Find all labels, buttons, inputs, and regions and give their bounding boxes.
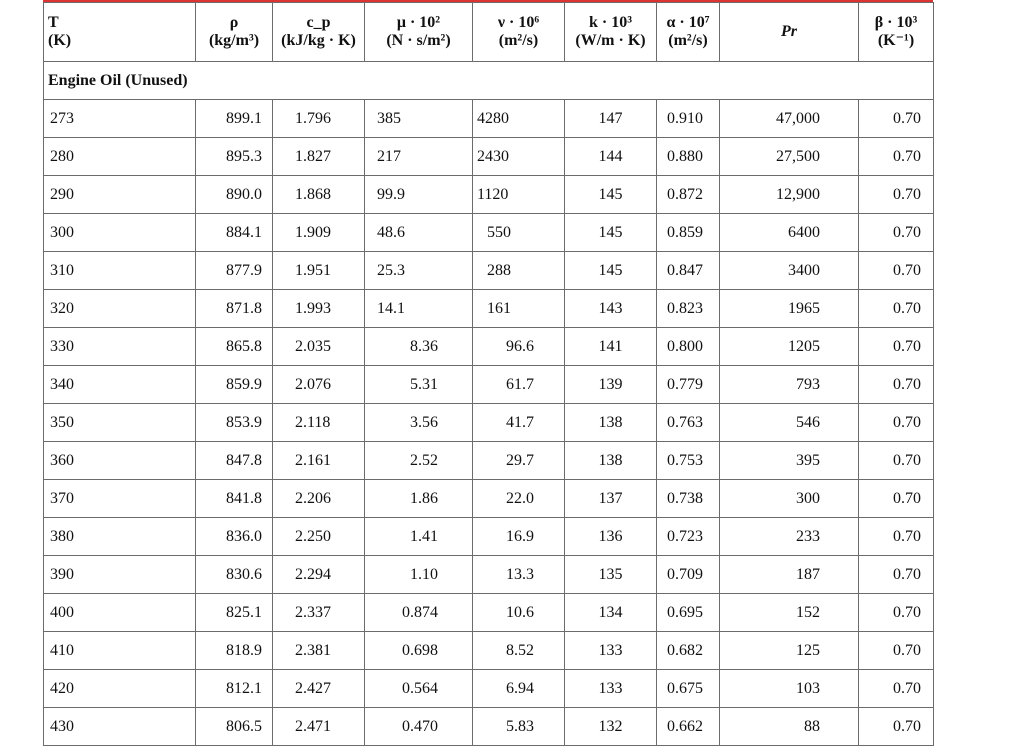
table-cell: 430 bbox=[44, 708, 196, 746]
table-cell: 0.70 bbox=[859, 214, 934, 252]
header-row bbox=[44, 3, 934, 62]
section-title: Engine Oil (Unused) bbox=[44, 62, 934, 100]
table-cell: 99.9 bbox=[365, 176, 473, 214]
table-row bbox=[44, 214, 934, 252]
table-cell: 25.3 bbox=[365, 252, 473, 290]
table-cell: 6.94 bbox=[473, 670, 565, 708]
table-cell: 865.8 bbox=[196, 328, 273, 366]
table-cell: 133 bbox=[565, 632, 657, 670]
table-cell: 847.8 bbox=[196, 442, 273, 480]
table-cell: 546 bbox=[720, 404, 859, 442]
table-cell: 132 bbox=[565, 708, 657, 746]
table-row bbox=[44, 404, 934, 442]
table-cell: 0.70 bbox=[859, 518, 934, 556]
table-cell: 8.36 bbox=[365, 328, 473, 366]
col-header-rho bbox=[196, 3, 273, 62]
table-cell: 2.118 bbox=[273, 404, 365, 442]
table-cell: 0.70 bbox=[859, 708, 934, 746]
col-header-unit: (K⁻¹) bbox=[877, 32, 915, 49]
table-cell: 0.682 bbox=[657, 632, 720, 670]
table-cell: 1.951 bbox=[273, 252, 365, 290]
table-cell: 2.427 bbox=[273, 670, 365, 708]
table-cell: 13.3 bbox=[473, 556, 565, 594]
table-row bbox=[44, 366, 934, 404]
table-cell: 871.8 bbox=[196, 290, 273, 328]
table-cell: 2.337 bbox=[273, 594, 365, 632]
table-cell: 217 bbox=[365, 138, 473, 176]
col-header-unit: (m²/s) bbox=[498, 32, 539, 49]
col-header-pr bbox=[720, 3, 859, 62]
table-cell: 137 bbox=[565, 480, 657, 518]
col-header-symbol: Pr bbox=[781, 22, 797, 40]
table-cell: 290 bbox=[44, 176, 196, 214]
table-cell: 27,500 bbox=[720, 138, 859, 176]
table-cell: 0.823 bbox=[657, 290, 720, 328]
table-cell: 147 bbox=[565, 100, 657, 138]
table-cell: 0.470 bbox=[365, 708, 473, 746]
table-cell: 0.70 bbox=[859, 480, 934, 518]
table-cell: 1.909 bbox=[273, 214, 365, 252]
table-cell: 895.3 bbox=[196, 138, 273, 176]
table-cell: 144 bbox=[565, 138, 657, 176]
table-cell: 187 bbox=[720, 556, 859, 594]
table-cell: 0.70 bbox=[859, 176, 934, 214]
table-cell: 2.250 bbox=[273, 518, 365, 556]
table-cell: 48.6 bbox=[365, 214, 473, 252]
table-cell: 0.698 bbox=[365, 632, 473, 670]
table-cell: 0.847 bbox=[657, 252, 720, 290]
table-row bbox=[44, 290, 934, 328]
table-cell: 0.779 bbox=[657, 366, 720, 404]
table-cell: 0.695 bbox=[657, 594, 720, 632]
col-header-unit: (K) bbox=[48, 32, 72, 49]
table-cell: 145 bbox=[565, 176, 657, 214]
col-header-alpha bbox=[657, 3, 720, 62]
table-cell: 4280 bbox=[473, 100, 565, 138]
table-row bbox=[44, 518, 934, 556]
table-cell: 899.1 bbox=[196, 100, 273, 138]
table-cell: 1.868 bbox=[273, 176, 365, 214]
table-cell: 14.1 bbox=[365, 290, 473, 328]
table-cell: 2.52 bbox=[365, 442, 473, 480]
table-cell: 1120 bbox=[473, 176, 565, 214]
table-cell: 825.1 bbox=[196, 594, 273, 632]
table-cell: 1.86 bbox=[365, 480, 473, 518]
table-cell: 8.52 bbox=[473, 632, 565, 670]
table-cell: 0.70 bbox=[859, 138, 934, 176]
table-cell: 390 bbox=[44, 556, 196, 594]
table-row bbox=[44, 176, 934, 214]
col-header-symbol: α · 10⁷ bbox=[666, 13, 710, 31]
col-header-symbol: ρ bbox=[229, 13, 239, 31]
table-cell: 47,000 bbox=[720, 100, 859, 138]
table-cell: 125 bbox=[720, 632, 859, 670]
table-cell: 29.7 bbox=[473, 442, 565, 480]
table-cell: 152 bbox=[720, 594, 859, 632]
table-cell: 2.161 bbox=[273, 442, 365, 480]
table-cell: 134 bbox=[565, 594, 657, 632]
table-cell: 0.910 bbox=[657, 100, 720, 138]
table-cell: 310 bbox=[44, 252, 196, 290]
table-cell: 0.675 bbox=[657, 670, 720, 708]
table-cell: 410 bbox=[44, 632, 196, 670]
table-cell: 793 bbox=[720, 366, 859, 404]
table-cell: 812.1 bbox=[196, 670, 273, 708]
table-cell: 103 bbox=[720, 670, 859, 708]
table-cell: 2.294 bbox=[273, 556, 365, 594]
table-cell: 300 bbox=[44, 214, 196, 252]
col-header-unit: (N · s/m²) bbox=[386, 32, 451, 49]
table-row bbox=[44, 594, 934, 632]
table-cell: 1965 bbox=[720, 290, 859, 328]
col-header-t bbox=[44, 3, 196, 62]
table-cell: 2.381 bbox=[273, 632, 365, 670]
section-row bbox=[44, 62, 934, 100]
table-cell: 2.035 bbox=[273, 328, 365, 366]
col-header-symbol: β · 10³ bbox=[874, 13, 918, 31]
col-header-unit: (kJ/kg · K) bbox=[281, 32, 356, 49]
table-cell: 0.70 bbox=[859, 556, 934, 594]
table-cell: 330 bbox=[44, 328, 196, 366]
table-row bbox=[44, 442, 934, 480]
table-cell: 395 bbox=[720, 442, 859, 480]
table-cell: 360 bbox=[44, 442, 196, 480]
table-cell: 2430 bbox=[473, 138, 565, 176]
table-cell: 141 bbox=[565, 328, 657, 366]
table-cell: 0.70 bbox=[859, 290, 934, 328]
table-cell: 877.9 bbox=[196, 252, 273, 290]
table-cell: 138 bbox=[565, 404, 657, 442]
table-cell: 1.993 bbox=[273, 290, 365, 328]
table-cell: 0.872 bbox=[657, 176, 720, 214]
col-header-unit: (m²/s) bbox=[668, 32, 708, 49]
table-cell: 0.70 bbox=[859, 366, 934, 404]
table-cell: 161 bbox=[473, 290, 565, 328]
table-cell: 133 bbox=[565, 670, 657, 708]
table-cell: 135 bbox=[565, 556, 657, 594]
table-cell: 1.10 bbox=[365, 556, 473, 594]
table-cell: 273 bbox=[44, 100, 196, 138]
table-cell: 136 bbox=[565, 518, 657, 556]
table-cell: 884.1 bbox=[196, 214, 273, 252]
table-cell: 0.859 bbox=[657, 214, 720, 252]
table-cell: 0.662 bbox=[657, 708, 720, 746]
table-cell: 145 bbox=[565, 214, 657, 252]
col-header-symbol: k · 10³ bbox=[588, 13, 633, 31]
table-cell: 300 bbox=[720, 480, 859, 518]
table-cell: 0.70 bbox=[859, 328, 934, 366]
table-cell: 10.6 bbox=[473, 594, 565, 632]
table-cell: 818.9 bbox=[196, 632, 273, 670]
table-cell: 0.723 bbox=[657, 518, 720, 556]
table-cell: 340 bbox=[44, 366, 196, 404]
table-cell: 320 bbox=[44, 290, 196, 328]
table-cell: 1.827 bbox=[273, 138, 365, 176]
table-cell: 16.9 bbox=[473, 518, 565, 556]
table-cell: 0.753 bbox=[657, 442, 720, 480]
table-cell: 0.709 bbox=[657, 556, 720, 594]
col-header-beta bbox=[859, 3, 934, 62]
table-cell: 138 bbox=[565, 442, 657, 480]
table-cell: 288 bbox=[473, 252, 565, 290]
table-cell: 890.0 bbox=[196, 176, 273, 214]
table-cell: 1.796 bbox=[273, 100, 365, 138]
table-row bbox=[44, 100, 934, 138]
table-cell: 853.9 bbox=[196, 404, 273, 442]
table-cell: 5.31 bbox=[365, 366, 473, 404]
table-row bbox=[44, 480, 934, 518]
table-cell: 0.70 bbox=[859, 632, 934, 670]
col-header-cp bbox=[273, 3, 365, 62]
table-cell: 41.7 bbox=[473, 404, 565, 442]
table-cell: 830.6 bbox=[196, 556, 273, 594]
col-header-mu bbox=[365, 3, 473, 62]
col-header-nu bbox=[473, 3, 565, 62]
table-cell: 88 bbox=[720, 708, 859, 746]
table-cell: 0.70 bbox=[859, 100, 934, 138]
table-cell: 2.076 bbox=[273, 366, 365, 404]
col-header-unit: (kg/m³) bbox=[208, 32, 260, 49]
table-cell: 550 bbox=[473, 214, 565, 252]
table-cell: 139 bbox=[565, 366, 657, 404]
table-cell: 0.800 bbox=[657, 328, 720, 366]
table-cell: 61.7 bbox=[473, 366, 565, 404]
table-cell: 420 bbox=[44, 670, 196, 708]
table-cell: 385 bbox=[365, 100, 473, 138]
table-cell: 859.9 bbox=[196, 366, 273, 404]
table-cell: 0.738 bbox=[657, 480, 720, 518]
table-cell: 400 bbox=[44, 594, 196, 632]
col-header-symbol: μ · 10² bbox=[396, 13, 441, 31]
table-cell: 380 bbox=[44, 518, 196, 556]
table-cell: 1205 bbox=[720, 328, 859, 366]
table-row bbox=[44, 670, 934, 708]
table-cell: 6400 bbox=[720, 214, 859, 252]
table-cell: 370 bbox=[44, 480, 196, 518]
table-cell: 841.8 bbox=[196, 480, 273, 518]
table-row bbox=[44, 556, 934, 594]
table-cell: 233 bbox=[720, 518, 859, 556]
table-cell: 1.41 bbox=[365, 518, 473, 556]
table-cell: 0.880 bbox=[657, 138, 720, 176]
table-cell: 0.763 bbox=[657, 404, 720, 442]
table-row bbox=[44, 328, 934, 366]
table-cell: 0.70 bbox=[859, 252, 934, 290]
table-cell: 145 bbox=[565, 252, 657, 290]
table-cell: 350 bbox=[44, 404, 196, 442]
table-cell: 3.56 bbox=[365, 404, 473, 442]
col-header-unit: (W/m · K) bbox=[575, 32, 646, 49]
table-row bbox=[44, 138, 934, 176]
table-cell: 836.0 bbox=[196, 518, 273, 556]
col-header-symbol: ν · 10⁶ bbox=[497, 13, 540, 31]
table-row bbox=[44, 708, 934, 746]
col-header-symbol: c_p bbox=[306, 13, 331, 31]
table-cell: 806.5 bbox=[196, 708, 273, 746]
table-row bbox=[44, 632, 934, 670]
table-cell: 3400 bbox=[720, 252, 859, 290]
table-cell: 2.206 bbox=[273, 480, 365, 518]
table-cell: 0.70 bbox=[859, 670, 934, 708]
table-cell: 280 bbox=[44, 138, 196, 176]
table-cell: 0.70 bbox=[859, 442, 934, 480]
table-cell: 0.874 bbox=[365, 594, 473, 632]
table-cell: 0.564 bbox=[365, 670, 473, 708]
table-cell: 143 bbox=[565, 290, 657, 328]
table-cell: 22.0 bbox=[473, 480, 565, 518]
properties-table bbox=[43, 2, 934, 746]
table-cell: 12,900 bbox=[720, 176, 859, 214]
table-cell: 2.471 bbox=[273, 708, 365, 746]
table-row bbox=[44, 252, 934, 290]
table-cell: 0.70 bbox=[859, 594, 934, 632]
table-cell: 96.6 bbox=[473, 328, 565, 366]
col-header-k bbox=[565, 3, 657, 62]
table-cell: 5.83 bbox=[473, 708, 565, 746]
col-header-symbol: T bbox=[48, 13, 59, 31]
table-cell: 0.70 bbox=[859, 404, 934, 442]
